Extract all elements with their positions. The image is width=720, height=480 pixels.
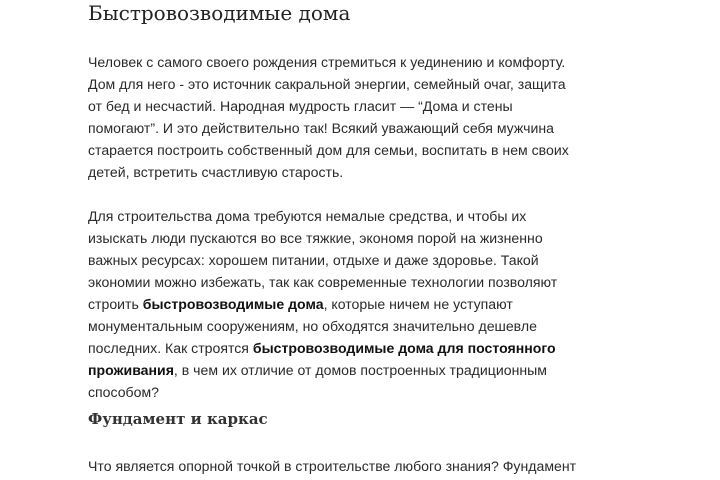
text-run: строить [88,296,143,312]
paragraph-line [88,359,557,381]
paragraph-foundation [88,455,576,477]
text-run: последних. Как строятся [88,340,253,356]
paragraph-line: изыскать люди пускаются во все тяжкие, экономя порой на жизненно [88,230,543,246]
paragraph-line: детей, встретить счастливую старость. [88,164,344,180]
paragraph-line: способом? [88,384,159,400]
paragraph-line [88,337,557,359]
bold-keyword: быстровозводимые дома [142,296,324,312]
paragraph-line: Что является опорной точкой в строительстве любого знания? Фундамент [88,458,577,474]
paragraph-intro [88,51,569,183]
paragraph-construction [88,205,557,403]
article-title: Быстровозводимые дома [88,1,351,25]
paragraph-line: от бед и несчастий. Народная мудрость гласит — “Дома и стены [88,98,513,114]
paragraph-line: помогают”. И это действительно так! Всякий уважающий себя мужчина [88,120,554,136]
paragraph-line [88,293,557,315]
text-run: , которые ничем не уступают [323,296,513,312]
text-run: , в чем их отличие от домов построенных традиционным [173,362,547,378]
paragraph-line: экономии можно избежать, так как современные технологии позволяют [88,274,558,290]
paragraph-line: Для строительства дома требуются немалые средства, и чтобы их [88,208,527,224]
section-heading: Фундамент и каркас [88,410,268,428]
paragraph-line: монументальным сооружениям, но обходятся значительно дешевле [88,318,537,334]
paragraph-line: Человек с самого своего рождения стремиться к уединению и комфорту. [88,54,566,70]
paragraph-line: важных ресурсах: хорошем питании, отдыхе и даже здоровье. Такой [88,252,539,268]
paragraph-line: Дом для него - это источник сакральной энергии, семейный очаг, защита [88,76,566,92]
bold-keyword: быстровозводимые дома для постоянного [252,340,556,356]
bold-keyword: проживания [88,362,174,378]
paragraph-line: старается построить собственный дом для семьи, воспитать в нем своих [88,142,569,158]
